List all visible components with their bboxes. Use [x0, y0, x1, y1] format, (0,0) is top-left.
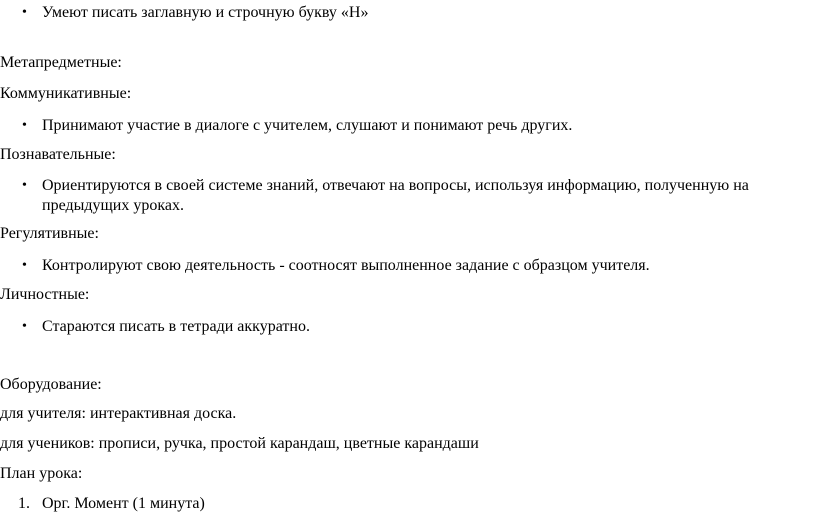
bullet-icon: •	[22, 258, 27, 273]
list-number: 1.	[18, 495, 30, 512]
section-heading-cognitive: Познавательные:	[0, 146, 116, 163]
bullet-icon: •	[22, 178, 27, 193]
section-heading-regulatory: Регулятивные:	[0, 225, 99, 242]
list-item-text: Ориентируются в своей системе знаний, отвечают на вопросы, используя информацию, полученную на	[42, 177, 749, 194]
list-item-text: Стараются писать в тетради аккуратно.	[42, 318, 310, 335]
section-heading-personal: Личностные:	[0, 286, 90, 303]
section-heading-meta: Метапредметные:	[0, 54, 122, 71]
list-item-text: Контролируют свою деятельность - соотносят выполненное задание с образцом учителя.	[42, 257, 650, 274]
equipment-teacher: для учителя: интерактивная доска.	[0, 405, 237, 422]
bullet-icon: •	[22, 118, 27, 133]
list-item-text: Принимают участие в диалоге с учителем, слушают и понимают речь других.	[42, 117, 573, 134]
list-item-text: Орг. Момент (1 минута)	[42, 495, 205, 512]
section-heading-plan: План урока:	[0, 465, 83, 482]
bullet-icon: •	[22, 5, 27, 20]
equipment-students: для учеников: прописи, ручка, простой карандаш, цветные карандаши	[0, 435, 479, 452]
list-item-text-continued: предыдущих уроках.	[42, 197, 184, 214]
section-heading-communicative: Коммуникативные:	[0, 85, 132, 102]
bullet-icon: •	[22, 319, 27, 334]
section-heading-equipment: Оборудование:	[0, 376, 102, 393]
list-item-text: Умеют писать заглавную и строчную букву «Н»	[42, 4, 369, 21]
